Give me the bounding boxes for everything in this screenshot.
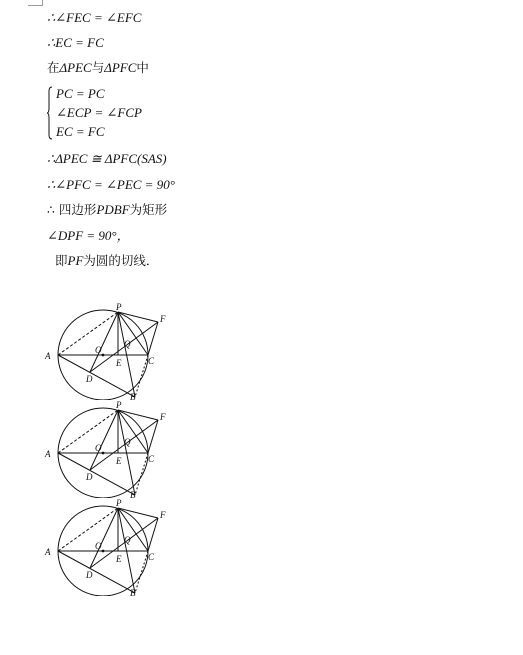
label-o: O: [95, 541, 102, 551]
label-q: Q: [124, 437, 131, 447]
label-o: O: [95, 345, 102, 355]
segment-cb-dashed: [135, 551, 148, 593]
label-f: F: [160, 412, 166, 422]
proof-line-9-suffix: 为圆的切线．: [83, 253, 159, 268]
proof-line-2: ∴EC = FC: [47, 35, 104, 50]
label-o: O: [95, 443, 102, 453]
segment-ap-dashed: [58, 410, 118, 453]
proof-line-3: [47, 60, 149, 76]
label-q: Q: [124, 535, 131, 545]
segment-fc: [148, 420, 158, 453]
proof-line-7: [47, 202, 167, 218]
label-b: B: [130, 490, 136, 498]
segment-cb-dashed: [135, 453, 148, 495]
proof-line-7-math: PDBF: [96, 202, 130, 217]
segment-dp: [90, 312, 118, 372]
label-c: C: [148, 356, 155, 366]
system-line-2: ∠ECP = ∠FCP: [56, 105, 142, 120]
proof-line-7-prefix: ∴ 四边形: [47, 202, 97, 217]
segment-dp: [90, 508, 118, 568]
system-brace: [47, 86, 53, 140]
label-d: D: [86, 472, 93, 482]
label-a: A: [45, 351, 51, 361]
proof-line-3-mid: 与: [91, 60, 105, 75]
segment-ab: [58, 551, 135, 593]
segment-ap-dashed: [58, 508, 118, 551]
proof-line-3-prefix: 在: [47, 60, 60, 75]
proof-line-7-suffix: 为矩形: [129, 202, 168, 217]
segment-ab: [58, 355, 135, 397]
proof-line-9-math: PF: [67, 253, 84, 268]
label-a: A: [45, 449, 51, 459]
label-b: B: [130, 392, 136, 400]
label-d: D: [86, 374, 93, 384]
center-dot: [102, 550, 105, 553]
proof-line-3-suffix: 中: [136, 60, 149, 75]
segment-fc: [148, 518, 158, 551]
label-q: Q: [124, 339, 131, 349]
center-dot: [102, 452, 105, 455]
geometry-figure-3: [40, 496, 180, 596]
label-p: P: [116, 302, 122, 312]
label-e: E: [116, 358, 122, 368]
label-c: C: [148, 552, 155, 562]
segment-dp: [90, 410, 118, 470]
label-c: C: [148, 454, 155, 464]
label-e: E: [116, 456, 122, 466]
proof-line-3-triangle-2: ΔPFC: [104, 60, 137, 75]
page-corner-mark: [28, 0, 43, 6]
segment-ap-dashed: [58, 312, 118, 355]
geometry-figure-2: [40, 398, 180, 498]
proof-line-5: ∴ΔPEC ≅ ΔPFC(SAS): [47, 151, 167, 166]
proof-line-9: [55, 253, 158, 269]
segment-cb-dashed: [135, 355, 148, 397]
label-d: D: [86, 570, 93, 580]
system-line-1: PC = PC: [56, 86, 105, 101]
label-f: F: [160, 314, 166, 324]
label-b: B: [130, 588, 136, 596]
segment-fc: [148, 322, 158, 355]
label-e: E: [116, 554, 122, 564]
segment-ab: [58, 453, 135, 495]
label-p: P: [116, 400, 122, 410]
label-a: A: [45, 547, 51, 557]
geometry-figure-1: [40, 300, 180, 400]
proof-line-8: ∠DPF = 90°，: [47, 228, 130, 243]
center-dot: [102, 354, 105, 357]
proof-line-1: ∴∠FEC = ∠EFC: [47, 10, 142, 25]
label-p: P: [116, 498, 122, 508]
proof-line-9-prefix: 即: [55, 253, 68, 268]
system-line-3: EC = FC: [56, 124, 105, 139]
proof-line-3-triangle-1: ΔPEC: [59, 60, 92, 75]
label-f: F: [160, 510, 166, 520]
proof-line-6: ∴∠PFC = ∠PEC = 90°: [47, 177, 175, 192]
